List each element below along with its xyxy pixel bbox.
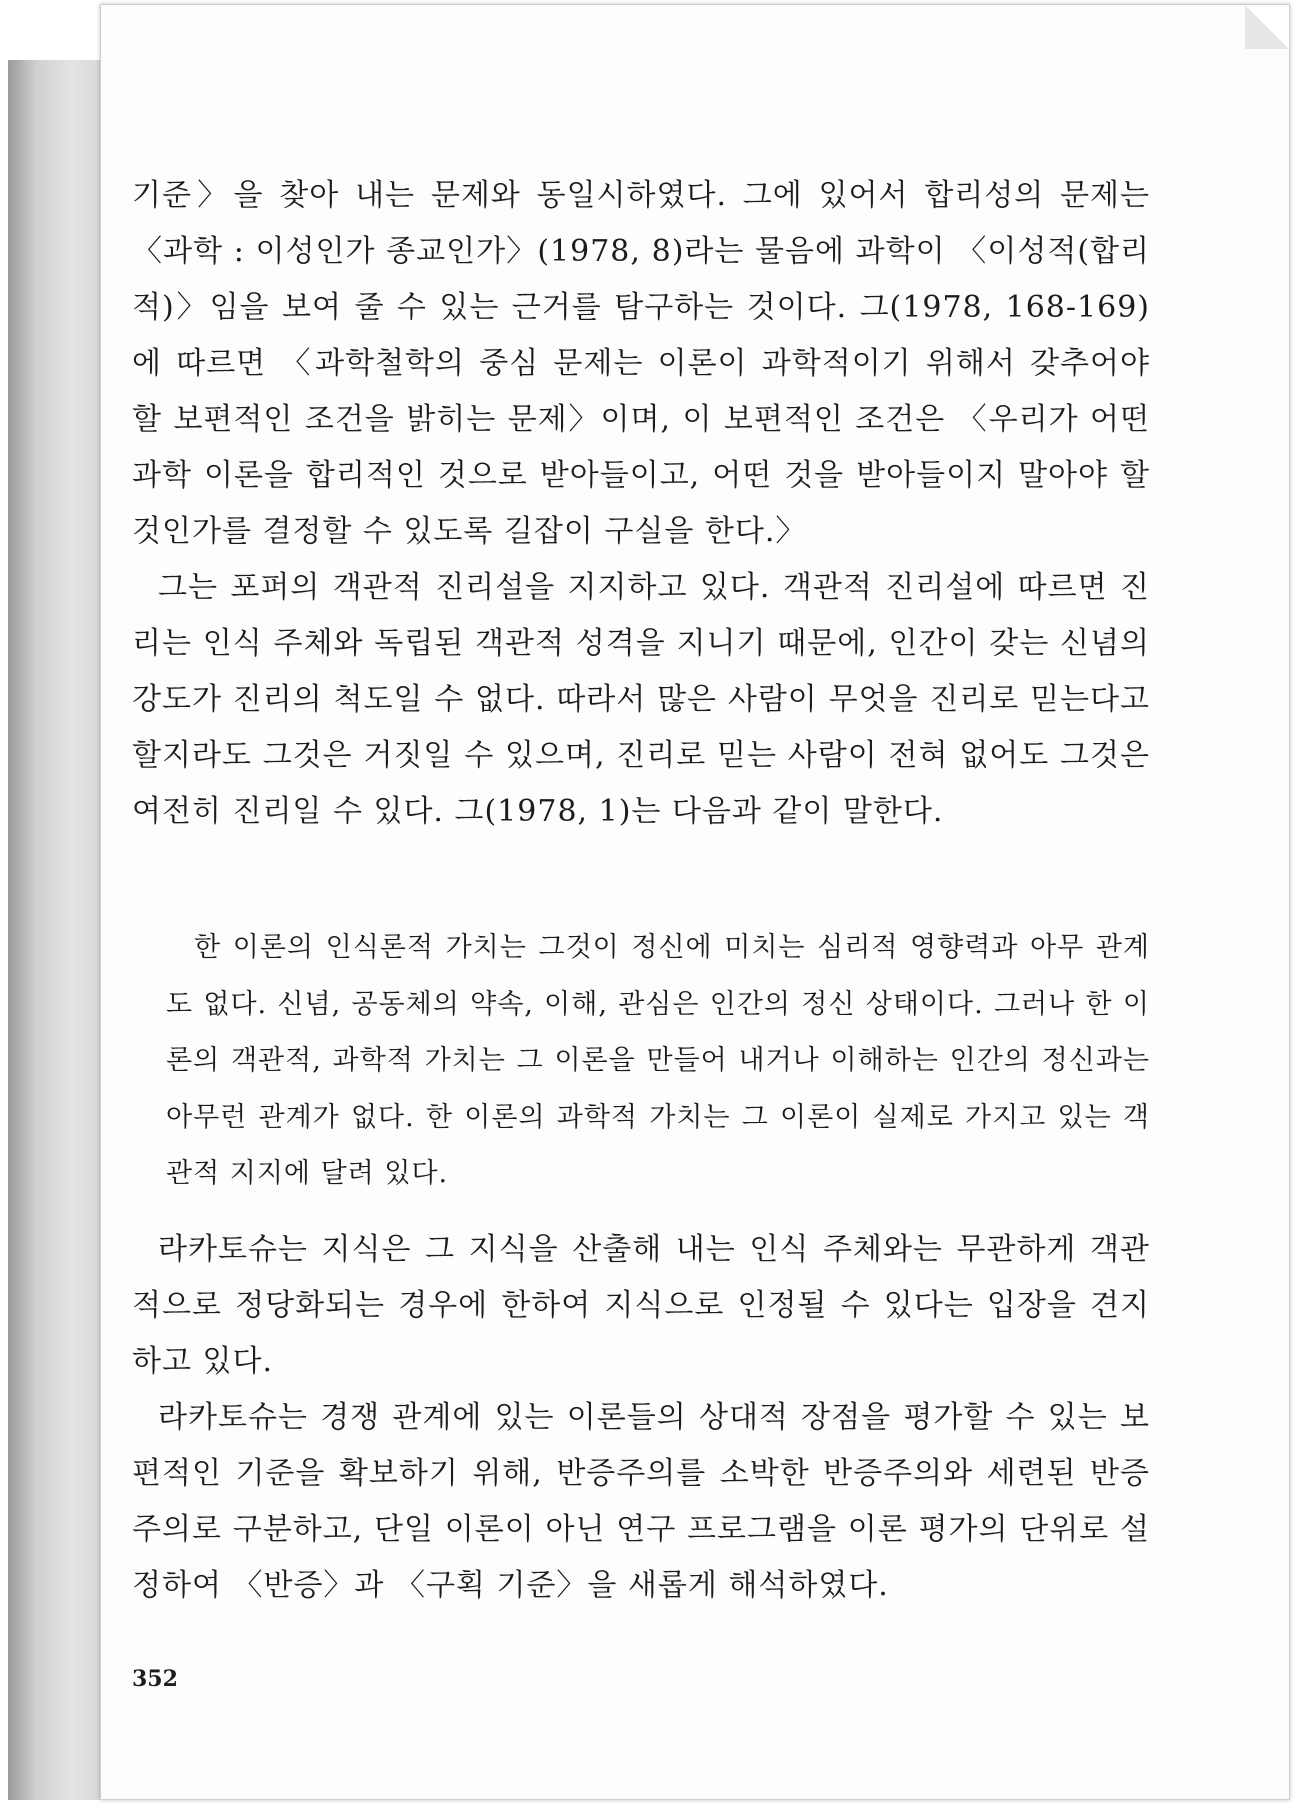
paragraph-4: 라카토슈는 경쟁 관계에 있는 이론들의 상대적 장점을 평가할 수 있는 보편적인 기준을 확보하기 위해, 반증주의를 소박한 반증주의와 세련된 반증주의로 구분하고, 단일 이론이 아닌 연구 프로그램을 이론 평가의 단위로 설정하여 〈반증〉과 〈구획 기준〉을 새롭게 해석하였다.	[132, 1400, 1150, 1603]
paragraph-2: 그는 포퍼의 객관적 진리설을 지지하고 있다. 객관적 진리설에 따르면 진리는 인식 주체와 독립된 객관적 성격을 지니기 때문에, 인간이 갖는 신념의 강도가 진리의 척도일 수 없다. 따라서 많은 사람이 무엇을 진리로 믿는다고 할지라도 그것은 거짓일 수 있으며, 진리로 믿는 사람이 전혀 없어도 그것은 여전히 진리일 수 있다. 그(1978, 1)는 다음과 같이 말한다.	[132, 570, 1150, 829]
body-text-top	[132, 168, 1150, 840]
paragraph-3: 라카토슈는 지식은 그 지식을 산출해 내는 인식 주체와는 무관하게 객관적으로 정당화되는 경우에 한하여 지식으로 인정될 수 있다는 입장을 견지하고 있다.	[132, 1232, 1150, 1379]
quote-text: 한 이론의 인식론적 가치는 그것이 정신에 미치는 심리적 영향력과 아무 관계도 없다. 신념, 공동체의 약속, 이해, 관심은 인간의 정신 상태이다. 그러나 한 이론의 객관적, 과학적 가치는 그 이론을 만들어 내거나 이해하는 인간의 정신과는 아무런 관계가 없다. 한 이론의 과학적 가치는 그 이론이 실제로 가지고 있는 객관적 지지에 달려 있다.	[166, 932, 1150, 1189]
page-number: 352	[132, 1666, 178, 1692]
body-text-bottom	[132, 1222, 1150, 1614]
page-corner	[1245, 5, 1289, 49]
paragraph-1: 기준〉을 찾아 내는 문제와 동일시하였다. 그에 있어서 합리성의 문제는 〈과학 : 이성인가 종교인가〉(1978, 8)라는 물음에 과학이 〈이성적(합리적)〉임을 보여 줄 수 있는 근거를 탐구하는 것이다. 그(1978, 168-169)에 따르면 〈과학철학의 중심 문제는 이론이 과학적이기 위해서 갖추어야 할 보편적인 조건을 밝히는 문제〉이며, 이 보편적인 조건은 〈우리가 어떤 과학 이론을 합리적인 것으로 받아들이고, 어떤 것을 받아들이지 말아야 할 것인가를 결정할 수 있도록 길잡이 구실을 한다.〉	[132, 178, 1150, 549]
block-quote	[166, 920, 1150, 1203]
book-spine	[8, 60, 100, 1800]
